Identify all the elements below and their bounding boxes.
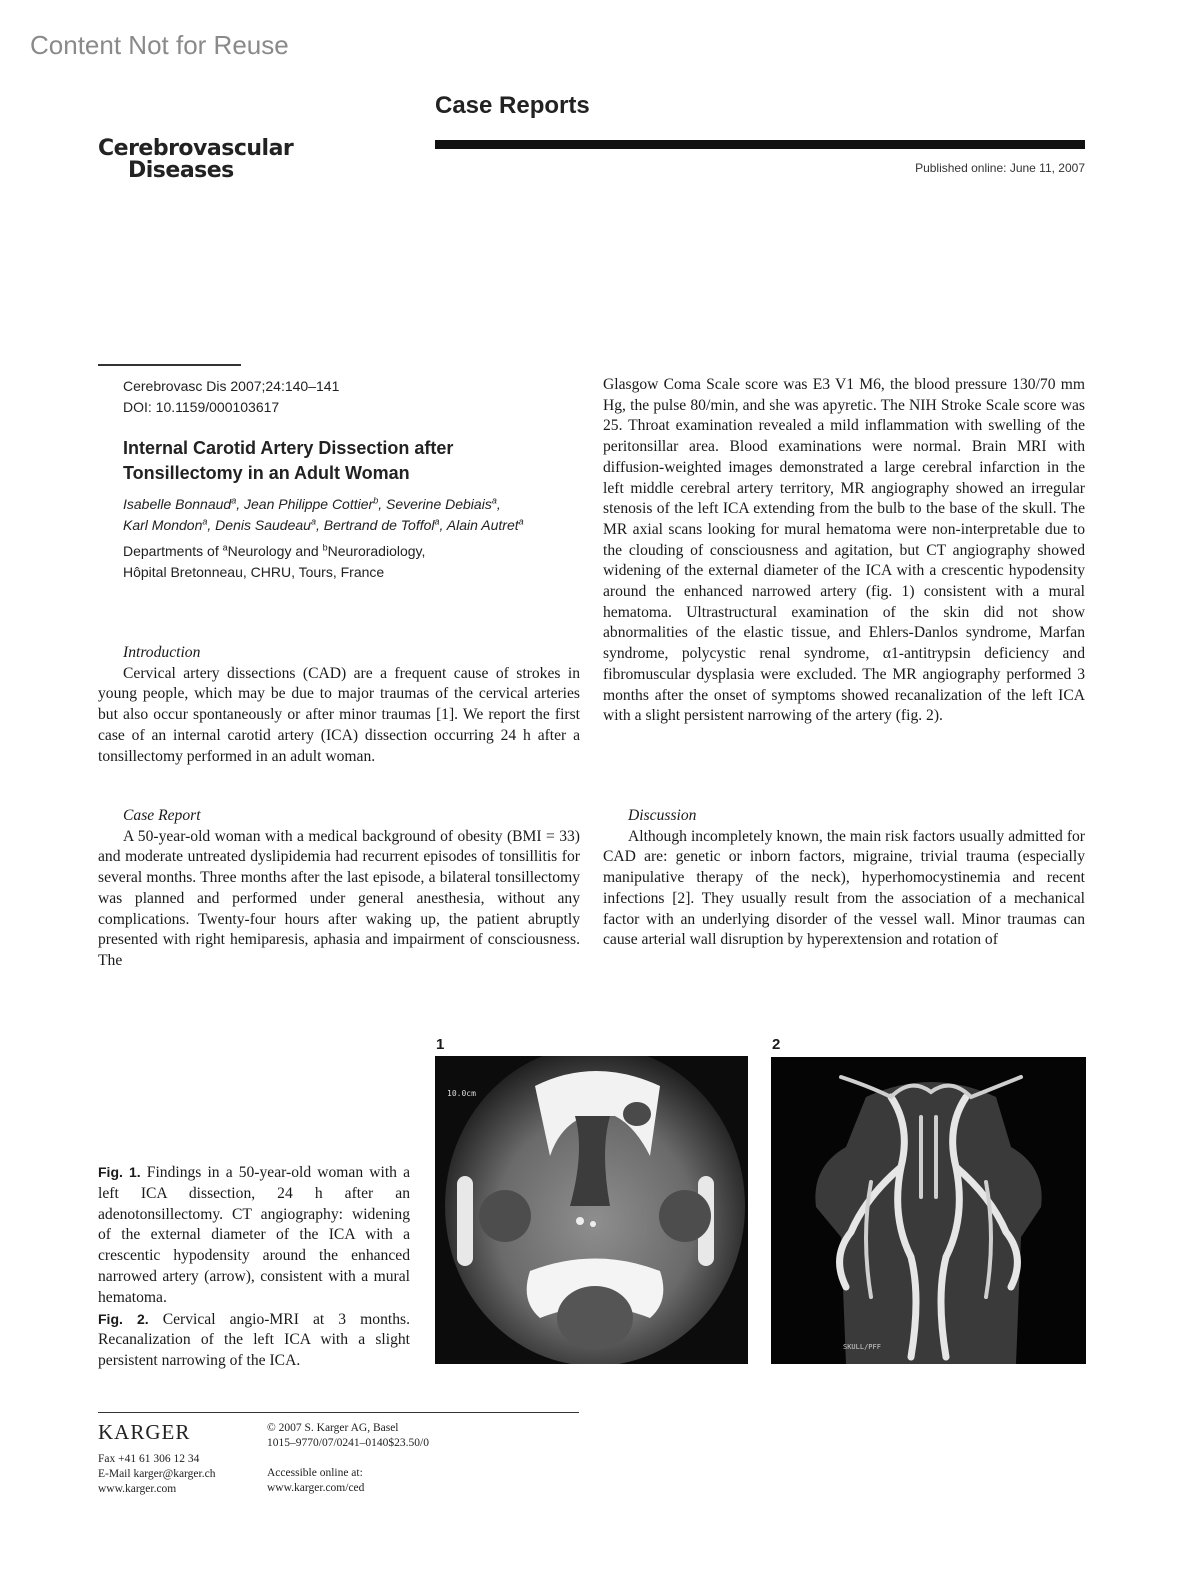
- citation-ref: Cerebrovasc Dis 2007;24:140–141: [123, 378, 340, 394]
- citation: [123, 376, 339, 418]
- publisher-contact: [98, 1452, 215, 1497]
- issn-line: 1015–9770/07/0241–0140$23.50/0: [267, 1437, 429, 1449]
- case-report-heading: Case Report: [123, 807, 201, 824]
- introduction-heading: Introduction: [123, 644, 201, 661]
- case-report-continued-text: Glasgow Coma Scale score was E3 V1 M6, the blood pressure 130/70 mm Hg, the pulse 80/min, and she was apyretic. The NIH Stroke Scale score was 25. Throat examination revealed a mild inflammation with swelling of the peritonsillar area. Blood examinations were normal. Brain MRI with diffusion-weighted images demonstrated a large cerebral infarction in the left middle cerebral artery territory, MR angiography showed an irregular stenosis of the left ICA extending from the bulb to the base of the skull. The MR axial scans looking for mural hematoma were non-interpretable due to the clouding of consciousness and agitation, but CT angiography showed widening of the external diameter of the ICA with a crescentic hypodensity around the enhanced narrowed artery (fig. 1) consistent with a mural hematoma. Ultrastructural examination of the skin did not show abnormalities of the elastic tissue, and Ehlers-Danlos syndrome, Marfan syndrome, polycystic renal syndrome, α1-antitrypsin deficiency and fibromuscular dysplasia were excluded. The MR angiography performed 3 months after the onset of symptoms showed recanalization of the left ICA with a slight persistent narrowing of the artery (fig. 2).: [603, 376, 1085, 725]
- figure-2-mri-angiogram: [771, 1057, 1086, 1364]
- footer-rule: [98, 1412, 579, 1413]
- figure-1-number: 1: [436, 1036, 445, 1053]
- journal-logo: [98, 138, 293, 182]
- figure-1-caption: Fig. 1. Findings in a 50-year-old woman with a left ICA dissection, 24 h after an adenotonsillectomy. CT angiography: widening of the external diameter of the ICA with a crescentic hypodensity around the enhanced narrowed artery (arrow), consistent with a mural hematoma.: [98, 1164, 410, 1306]
- publisher-website[interactable]: www.karger.com: [98, 1483, 177, 1495]
- case-report-section: [98, 806, 580, 972]
- figure-1-ct-scan: [435, 1056, 748, 1364]
- scan-scale-label: 10.0cm: [447, 1089, 476, 1098]
- introduction-section: [98, 643, 580, 767]
- ct-scan-image: [435, 1056, 748, 1364]
- citation-doi[interactable]: DOI: 10.1159/000103617: [123, 399, 280, 415]
- discussion-heading: Discussion: [628, 807, 697, 824]
- copyright: [267, 1421, 429, 1451]
- discussion-section: [603, 806, 1085, 951]
- discussion-text: Although incompletely known, the main risk factors usually admitted for CAD are: genetic or inborn factors, migraine, trivial trauma (especially manipulative therapy of the neck), hyperhomocystinemia and recent infections [2]. They usually result from the association of a mechanical factor with an underlying disorder of the vessel wall. Minor traumas can cause arterial wall disruption by hyperextension and rotation of: [603, 827, 1085, 949]
- article-title-line2: Tonsillectomy in an Adult Woman: [123, 463, 410, 483]
- section-title: Case Reports: [435, 92, 590, 119]
- mra-image: [771, 1057, 1086, 1364]
- publisher-fax: Fax +41 61 306 12 34: [98, 1453, 200, 1465]
- author-list: Isabelle Bonnaud$^a$, Jean Philippe Cottier$^b$, Severine Debiais$^a$, Karl Mondon$^a$, Denis Saudeau$^a$, Bertrand de Toffol$^a$, Alain Autret$^a$: [123, 495, 524, 533]
- short-divider: [98, 364, 241, 366]
- publisher-email[interactable]: E-Mail karger@karger.ch: [98, 1468, 216, 1480]
- article-title: [123, 436, 563, 486]
- case-report-text: A 50-year-old woman with a medical background of obesity (BMI = 33) and moderate untreated dyslipidemia had recurrent episodes of tonsillitis for several months. Three months after the last episode, a bilateral tonsillectomy was planned and performed under general anesthesia, without any complications. Twenty-four hours after waking up, the patient abruptly presented with right hemiparesis, aphasia and impairment of consciousness. The: [98, 827, 580, 969]
- journal-logo-line2: Diseases: [128, 158, 234, 183]
- publisher-logo: KARGER: [98, 1420, 191, 1444]
- journal-logo-line1: Cerebrovascular: [98, 136, 294, 161]
- mra-scan-label: SKULL/PFF: [843, 1343, 881, 1351]
- header-rule: [435, 140, 1085, 149]
- article-title-line1: Internal Carotid Artery Dissection after: [123, 438, 454, 458]
- introduction-text: Cervical artery dissections (CAD) are a frequent cause of strokes in young people, which may be due to major traumas of the cervical arteries but also occur spontaneously or after minor traumas [1]. We report the first case of an internal carotid artery (ICA) dissection occurring 24 h after a tonsillectomy performed in an adult woman.: [98, 664, 580, 765]
- figure-captions: [98, 1162, 410, 1372]
- copyright-line: © 2007 S. Karger AG, Basel: [267, 1422, 399, 1434]
- watermark: Content Not for Reuse: [30, 30, 289, 60]
- published-date: Published online: June 11, 2007: [915, 161, 1085, 175]
- online-access: [267, 1466, 364, 1496]
- figure-2-caption: Fig. 2. Cervical angio-MRI at 3 months. Recanalization of the left ICA with a slight persistent narrowing of the ICA.: [98, 1310, 410, 1370]
- case-report-continued: [603, 375, 1085, 727]
- online-access-url[interactable]: www.karger.com/ced: [267, 1482, 365, 1494]
- affiliation: Departments of $^a$Neurology and $^b$Neuroradiology, Hôpital Bretonneau, CHRU, Tours, France: [123, 542, 426, 580]
- figure-2-number: 2: [772, 1036, 781, 1053]
- online-access-label: Accessible online at:: [267, 1467, 363, 1479]
